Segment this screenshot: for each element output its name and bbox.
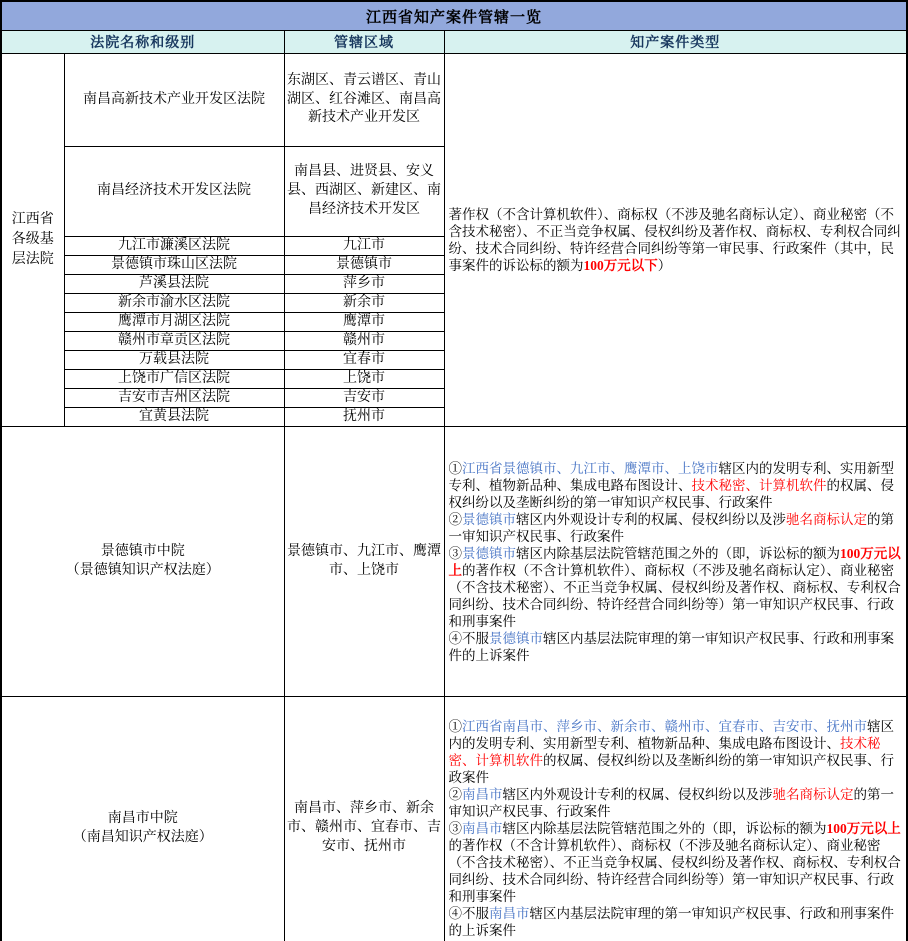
region-cell: 南昌县、进贤县、安义县、西湖区、新建区、南昌经济技术开发区: [284, 147, 444, 237]
column-header-region: 管辖区域: [284, 31, 444, 54]
case-types-cell: [444, 427, 907, 697]
court-name-cell: 赣州市章贡区法院: [64, 332, 284, 351]
region-cell: 上饶市: [284, 370, 444, 389]
court-name-cell: 新余市渝水区法院: [64, 294, 284, 313]
court-name: 南昌市中院: [107, 810, 178, 826]
region-cell: 景德镇市: [284, 256, 444, 275]
region-cell: 九江市: [284, 237, 444, 256]
court-name-cell: 吉安市吉州区法院: [64, 389, 284, 408]
court-name-cell: 宜黄县法院: [64, 408, 284, 427]
region-cell: 鹰潭市: [284, 313, 444, 332]
region-cell: 宜春市: [284, 351, 444, 370]
region-cell: 东湖区、青云谱区、青山湖区、红谷滩区、南昌高新技术产业开发区: [284, 54, 444, 147]
court-subname: （景德镇知识产权法庭）: [65, 562, 220, 578]
case-type-paragraph: ②南昌市辖区内外观设计专利的权属、侵权纠纷以及涉驰名商标认定的第一审知识产权民事、行政案件: [448, 787, 894, 819]
region-cell: 赣州市: [284, 332, 444, 351]
case-type-paragraph: ④不服南昌市辖区内基层法院审理的第一审知识产权民事、行政和刑事案件的上诉案件: [448, 906, 894, 938]
region-cell: 南昌市、萍乡市、新余市、赣州市、宜春市、吉安市、抚州市: [284, 697, 444, 941]
column-header-case-type: 知产案件类型: [444, 31, 907, 54]
court-name-cell: 芦溪县法院: [64, 275, 284, 294]
court-name-cell: [1, 427, 284, 697]
court-name-cell: 景德镇市珠山区法院: [64, 256, 284, 275]
title-row: [1, 1, 907, 31]
court-name-cell: [1, 697, 284, 941]
region-cell: 萍乡市: [284, 275, 444, 294]
case-type-paragraph: ③南昌市辖区内除基层法院管辖范围之外的（即，诉讼标的额为100万元以上的著作权（不含计算机软件）、商标权（不涉及驰名商标认定）、商业秘密（不含技术秘密）、不正当竞争权属、侵权纠纷及著作权、商标权、专利权合同纠纷、技术合同纠纷、特许经营合同纠纷等）第一审知识产权民事、行政和刑事案件: [448, 821, 901, 904]
column-header-court: 法院名称和级别: [1, 31, 284, 54]
court-name: 景德镇市中院: [100, 543, 185, 559]
region-cell: 抚州市: [284, 408, 444, 427]
case-type-paragraph: ②景德镇市辖区内外观设计专利的权属、侵权纠纷以及涉驰名商标认定的第一审知识产权民事、行政案件: [448, 511, 894, 544]
region-cell: 景德镇市、九江市、鹰潭市、上饶市: [284, 427, 444, 697]
case-type-paragraph: ④不服景德镇市辖区内基层法院审理的第一审知识产权民事、行政和刑事案件的上诉案件: [448, 630, 894, 663]
table-row: [1, 427, 907, 697]
page-title: 江西省知产案件管辖一览: [1, 1, 907, 31]
region-cell: 新余市: [284, 294, 444, 313]
case-types-cell: [444, 54, 907, 427]
case-type-paragraph: ③景德镇市辖区内除基层法院管辖范围之外的（即，诉讼标的额为100万元以上的著作权（不含计算机软件）、商标权（不涉及驰名商标认定）、商业秘密（不含技术秘密）、不正当竞争权属、侵权纠纷及著作权、商标权、专利权合同纠纷、技术合同纠纷、特许经营合同纠纷等）第一审知识产权民事、行政和刑事案件: [448, 545, 901, 629]
court-subname: （南昌知识产权法庭）: [72, 829, 213, 845]
court-name-cell: 上饶市广信区法院: [64, 370, 284, 389]
court-group-cell: [1, 54, 64, 427]
court-name-cell: 万载县法院: [64, 351, 284, 370]
table-row: [1, 54, 907, 147]
table-row: [1, 697, 907, 941]
header-row: [1, 31, 907, 54]
court-group-label: 江西省各级基层法院: [11, 211, 54, 268]
case-type-paragraph: 著作权（不含计算机软件）、商标权（不涉及驰名商标认定）、商业秘密（不含技术秘密）、不正当竞争权属、侵权纠纷及著作权、商标权、专利权合同纠纷、技术合同纠纷、特许经营合同纠纷等第一审民事、行政案件（其中，民事案件的诉讼标的额为100万元以下）: [448, 207, 901, 273]
case-types-cell: [444, 697, 907, 941]
case-type-paragraph: ①江西省景德镇市、九江市、鹰潭市、上饶市辖区内的发明专利、实用新型专利、植物新品种、集成电路布图设计、技术秘密、计算机软件的权属、侵权纠纷以及垄断纠纷的第一审知识产权民事、行政案件: [448, 460, 894, 510]
court-name-cell: 南昌高新技术产业开发区法院: [64, 54, 284, 147]
court-name-cell: 南昌经济技术开发区法院: [64, 147, 284, 237]
court-name-cell: 鹰潭市月湖区法院: [64, 313, 284, 332]
case-type-paragraph: ①江西省南昌市、萍乡市、新余市、赣州市、宜春市、吉安市、抚州市辖区内的发明专利、实用新型专利、植物新品种、集成电路布图设计、技术秘密、计算机软件的权属、侵权纠纷以及垄断纠纷的第一审知识产权民事、行政案件: [448, 719, 894, 785]
region-cell: 吉安市: [284, 389, 444, 408]
court-name-cell: 九江市濂溪区法院: [64, 237, 284, 256]
